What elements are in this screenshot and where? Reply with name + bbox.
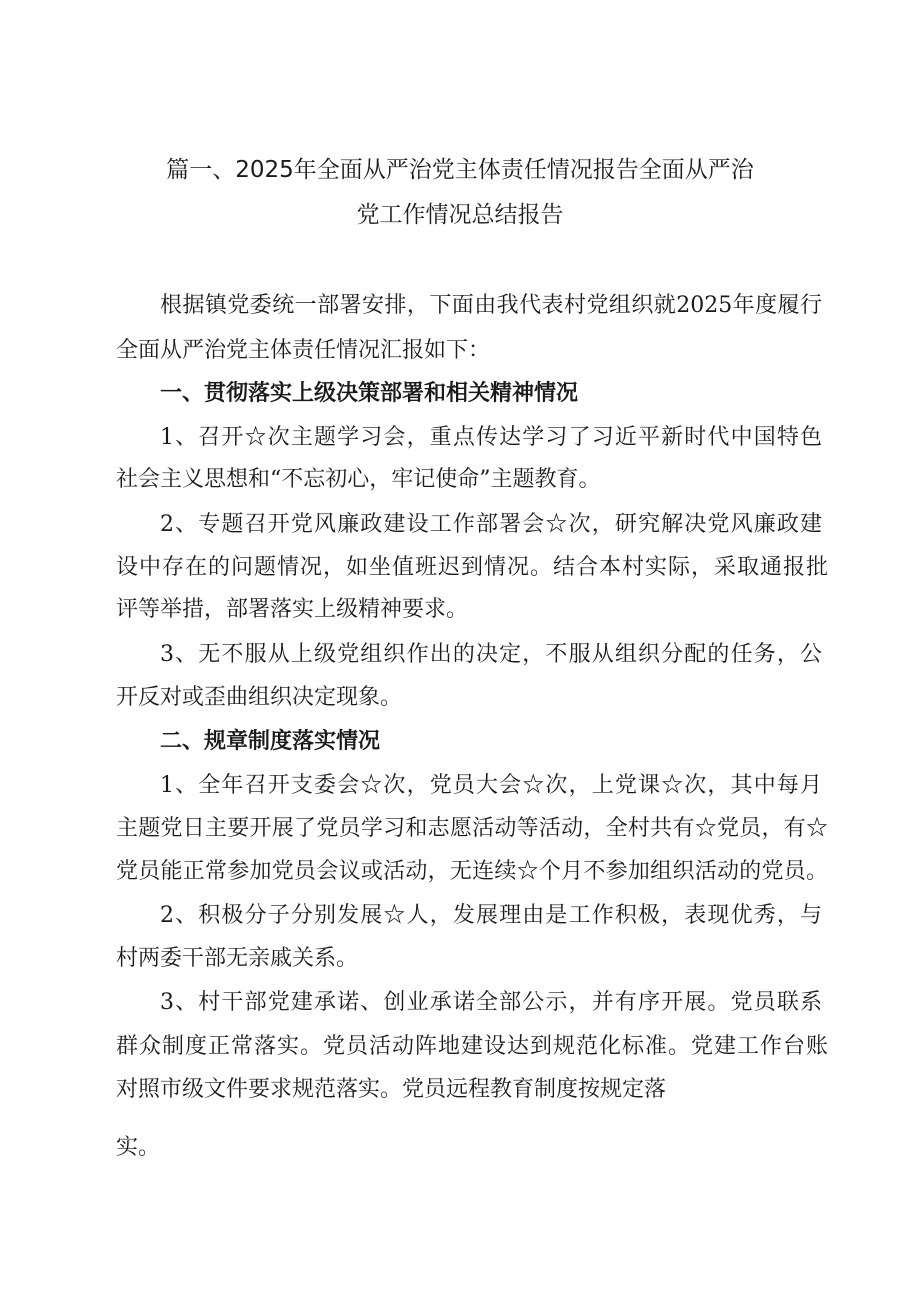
body-line: 村两委干部无亲戚关系。 [116, 946, 359, 971]
body-line: 设中存在的问题情况，如坐值班迟到情况。结合本村实际，采取通报批 [116, 555, 828, 580]
body-line: 3、无不服从上级党组织作出的决定，不服从组织分配的任务，公 [160, 642, 822, 667]
body-line: 实。 [116, 1135, 161, 1160]
document-title-line-1: 篇一、2025年全面从严治党主体责任情况报告全面从严治 [166, 157, 754, 183]
section-heading: 二、规章制度落实情况 [160, 729, 381, 754]
body-line: 开反对或歪曲组织决定现象。 [116, 685, 403, 710]
body-line: 社会主义思想和“不忘初心，牢记使命”主题教育。 [116, 467, 601, 492]
body-line: 评等举措，部署落实上级精神要求。 [116, 597, 469, 622]
body-line: 党员能正常参加党员会议或活动，无连续☆个月不参加组织活动的党员。 [116, 859, 828, 884]
document-title-line-2: 党工作情况总结报告 [356, 202, 564, 228]
body-line: 1、全年召开支委会☆次，党员大会☆次，上党课☆次，其中每月 [160, 773, 822, 798]
body-line: 2、积极分子分别发展☆人，发展理由是工作积极，表现优秀，与 [160, 903, 822, 928]
body-line: 根据镇党委统一部署安排，下面由我代表村党组织就2025年度履行 [160, 293, 822, 318]
body-line: 2、专题召开党风廉政建设工作部署会☆次，研究解决党风廉政建 [160, 512, 822, 537]
body-line: 主题党日主要开展了党员学习和志愿活动等活动，全村共有☆党员，有☆ [116, 816, 828, 841]
body-line: 1、召开☆次主题学习会，重点传达学习了习近平新时代中国特色 [160, 425, 822, 450]
section-heading: 一、贯彻落实上级决策部署和相关精神情况 [160, 381, 579, 406]
body-line: 对照市级文件要求规范落实。党员远程教育制度按规定落 [116, 1077, 667, 1102]
body-line: 3、村干部党建承诺、创业承诺全部公示，并有序开展。党员联系 [160, 990, 822, 1015]
body-line: 全面从严治党主体责任情况汇报如下： [116, 338, 491, 363]
body-line: 群众制度正常落实。党员活动阵地建设达到规范化标准。党建工作台账 [116, 1034, 828, 1059]
